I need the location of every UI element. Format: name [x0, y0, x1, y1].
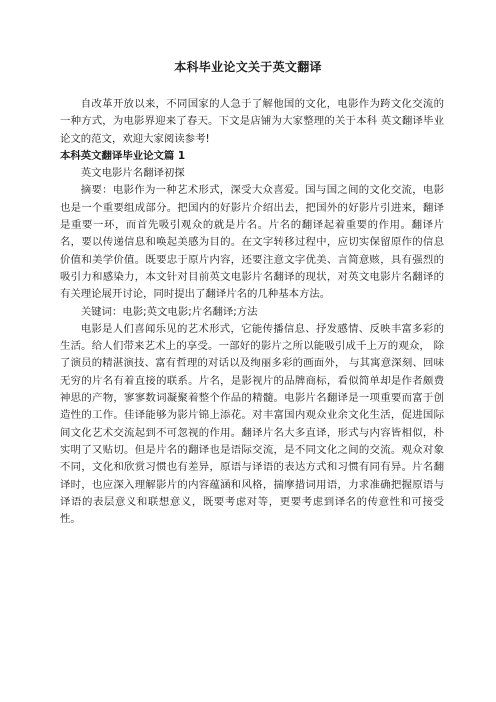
document-body — [60, 96, 444, 528]
abstract-paragraph: 摘要：电影作为一种艺术形式，深受大众喜爱。国与国之间的文化交流，电影也是一个重要组成部分。把国内的好影片介绍出去，把国外的好影片引进来，翻译是重要一环，而首先吸引观众的就是片名。片名的翻译起着重要的作用。翻译片名，要以传递信息和唤起美感为目的。在文字转移过程中，应切实保留原作的信息价值和美学价值。既要忠于原片内容，还要注意文字优美、言简意赅，具有强烈的吸引力和感染力，本文针对目前英文电影片名翻译的现状，对英文电影片名翻译的有关理论展开讨论，同时提出了翻译片名的几种基本方法。 — [60, 184, 444, 301]
keywords-line: 关键词：电影;英文电影;片名翻译;方法 — [80, 305, 258, 318]
document-title: 本科毕业论文关于英文翻译 — [174, 60, 322, 74]
intro-paragraph: 自改革开放以来，不同国家的人急于了解他国的文化，电影作为跨文化交流的一种方式，为电影界迎来了春天。下文是店铺为大家整理的关于本科 英文翻译毕业论文的范文，欢迎大家阅读参考! — [60, 98, 444, 145]
section-heading: 本科英文翻译毕业论文篇 1 — [60, 149, 186, 162]
body-paragraph: 电影是人们喜闻乐见的艺术形式，它能传播信息、抒发感情、反映丰富多彩的生活。给人们带来艺术上的享受。一部好的影片之所以能吸引成千上万的观众， 除了演员的精湛演技、富有哲理的对话以及绚丽多彩的画面外， 与其寓意深刻、回味无穷的片名有着直接的联系。片名，是影视片的品牌商标，看似简单却是作者颇费神思的产物，寥寥数词凝聚着整个作品的精髓。电影片名翻译是一项重要而富于创造性的工作。佳译能够为影片锦上添花。对丰富国内观众业余文化生活，促进国际间文化艺术交流起到不可忽视的作用。翻译片名大多直译，形式与内容皆相似，朴实明了又贴切。但是片名的翻译也是语际交流，是不同文化之间的交流。观众对象不同，文化和欣赏习惯也有差异，原语与译语的表达方式和习惯有同有异。片名翻译时，也应深入理解影片的内容蕴涵和风格，揣摩措词用语，力求准确把握原语与译语的表层意义和联想意义，既要考虑对等，更要考虑到译名的传意性和可接受性。 — [60, 322, 444, 526]
article-title: 英文电影片名翻译初探 — [80, 167, 185, 180]
